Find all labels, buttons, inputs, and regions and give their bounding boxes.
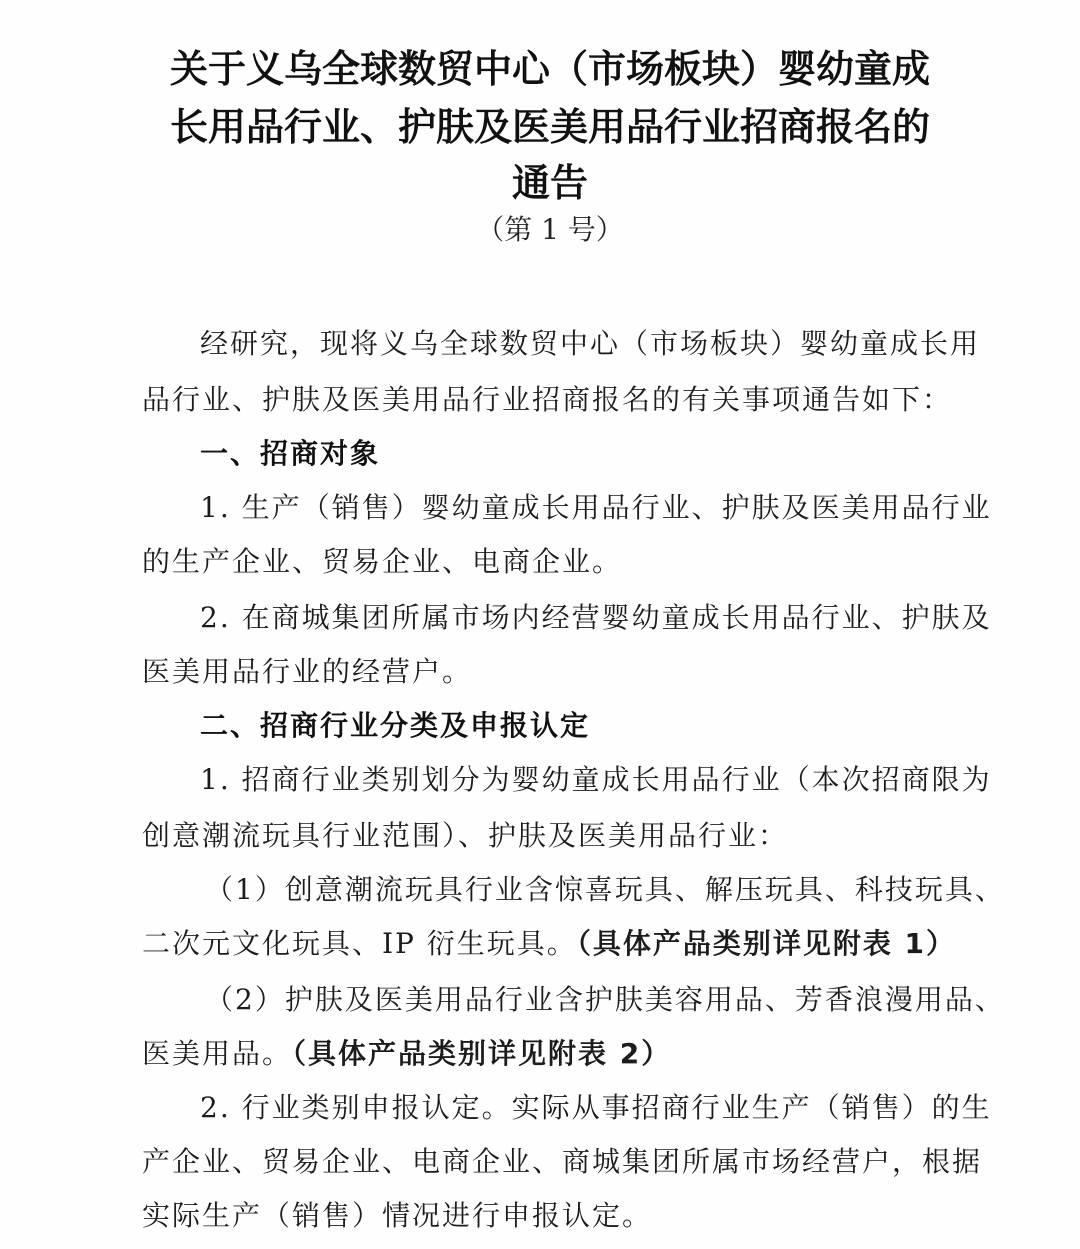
section-1-item-2-line-1: 2. 在商城集团所属市场内经营婴幼童成长用品行业、护肤及 [200,601,992,634]
section-2-sub-1-line-1: （1）创意潮流玩具行业含惊喜玩具、解压玩具、科技玩具、 [205,873,1005,906]
section-1-item-1-line-1: 1. 生产（销售）婴幼童成长用品行业、护肤及医美用品行业 [200,491,992,524]
section-2-sub-2-line-1: （2）护肤及医美用品行业含护肤美容用品、芳香浪漫用品、 [205,983,1005,1016]
title-line-3: 通告 [511,161,588,205]
section-2-sub-1-note: （具体产品类别详见附表 1） [576,927,957,960]
section-1-heading: 一、招商对象 [200,437,381,470]
section-2-sub-1-line-2 [142,922,956,962]
intro-line-2: 品行业、护肤及医美用品行业招商报名的有关事项通告如下： [142,383,953,416]
section-2-sub-2-line-2 [142,1032,671,1072]
section-2-sub-1-text: 二次元文化玩具、IP 衍生玩具。 [142,927,577,960]
title-line-1: 关于义乌全球数贸中心（市场板块）婴幼童成 [169,47,930,91]
title-line-2: 长用品行业、护肤及医美用品行业招商报名的 [169,105,930,149]
section-2-item-1-line-2: 创意潮流玩具行业范围）、护肤及医美用品行业： [142,819,789,852]
notice-number: （第 1 号） [476,213,624,246]
section-2-item-2-line-1: 2. 行业类别申报认定。实际从事招商行业生产（销售）的生 [200,1091,992,1124]
section-2-item-1-line-1: 1. 招商行业类别划分为婴幼童成长用品行业（本次招商限为 [200,763,992,796]
section-1-item-1-line-2: 的生产企业、贸易企业、电商企业。 [142,545,623,578]
section-2-sub-2-text: 医美用品。 [142,1037,293,1070]
section-1-item-2-line-2: 医美用品行业的经营户。 [142,655,473,688]
intro-line-1: 经研究，现将义乌全球数贸中心（市场板块）婴幼童成长用 [200,327,981,360]
section-2-heading: 二、招商行业分类及申报认定 [200,709,591,742]
section-2-item-2-line-2: 产企业、贸易企业、电商企业、商城集团所属市场经营户，根据 [142,1145,983,1178]
section-2-item-2-line-3: 实际生产（销售）情况进行申报认定。 [142,1199,653,1232]
section-2-sub-2-note: （具体产品类别详见附表 2） [292,1037,672,1070]
